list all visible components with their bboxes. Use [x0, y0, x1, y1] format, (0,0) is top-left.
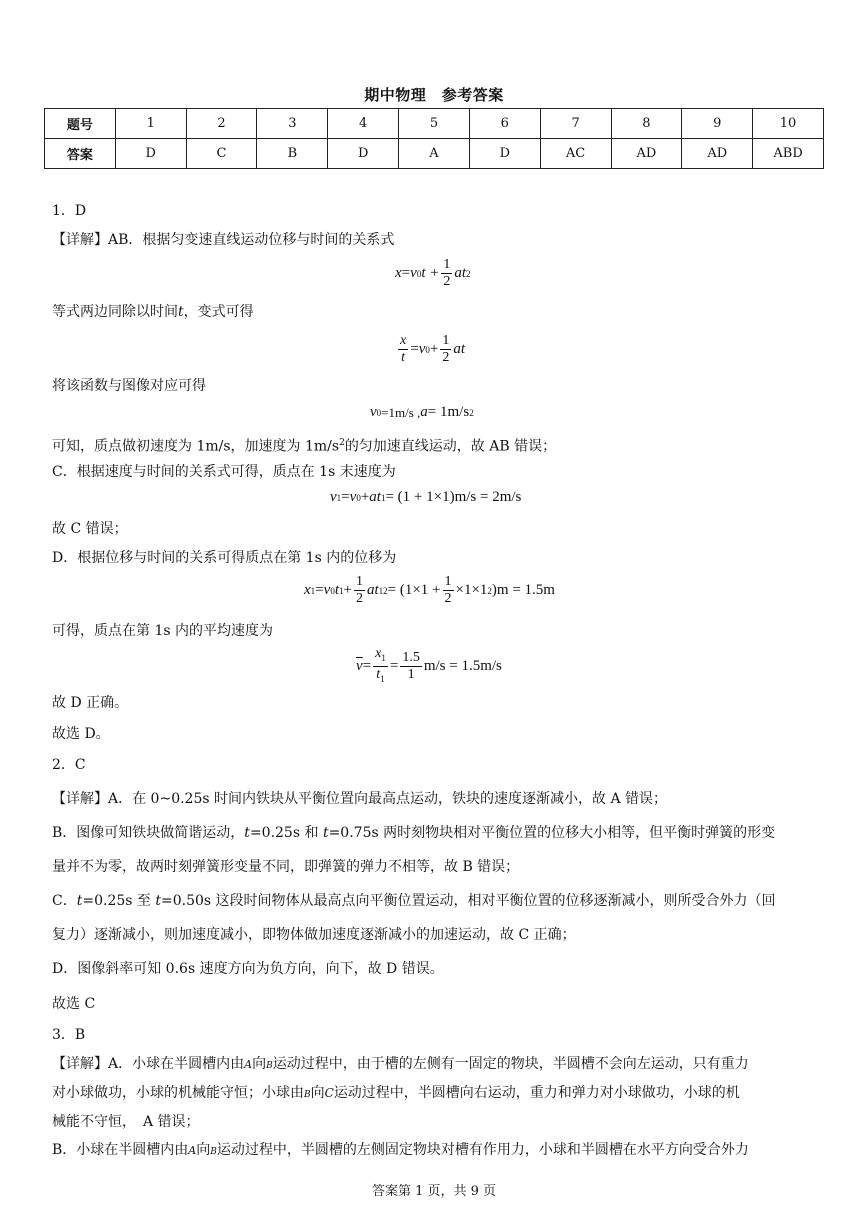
table-cell: AD — [682, 139, 753, 169]
q2-heading: 2．C — [52, 757, 86, 773]
q2-line-5: 复力）逐渐减小，则加速度减小，即物体做加速度逐渐减小的加速运动，故 C 正确； — [52, 927, 576, 943]
q1-line-5: C．根据速度与时间的关系式可得，质点在 1s 末速度为 — [52, 464, 396, 480]
table-cell: ABD — [753, 139, 824, 169]
detail-tag: 【详解】 — [52, 232, 108, 248]
table-cell: D — [115, 139, 186, 169]
table-cell: D — [469, 139, 540, 169]
q1-line-7: D．根据位移与时间的关系可得质点在第 1s 内的位移为 — [52, 550, 397, 566]
q1-line-6: 故 C 错误； — [52, 521, 128, 537]
page-title: 期中物理 参考答案 — [364, 86, 504, 104]
q2-line-2: B．图像可知铁块做简谐运动，t=0.25s 和 t=0.75s 两时刻物块相对平衡位置的位移大小相等，但平衡时弹簧的形变 — [52, 825, 776, 841]
table-row-numbers — [45, 109, 824, 139]
table-cell: 6 — [469, 109, 540, 139]
table-cell: A — [399, 139, 470, 169]
q1-line-2: 等式两边同除以时间t，变式可得 — [52, 304, 254, 320]
table-cell: B — [257, 139, 328, 169]
q3-line-3: 械能不守恒， A 错误； — [52, 1114, 200, 1130]
table-row-answers — [45, 139, 824, 169]
q1-heading: 1．D — [52, 203, 87, 219]
table-cell: 7 — [540, 109, 611, 139]
formula-x1: x 1 = v 0 t 1 + $\frac{1}{2}$ a t 1 2 = (1×1 + $\frac{1}{2}$ ×1×1 2 )m = 1.5m — [304, 574, 555, 606]
table-cell: 8 — [611, 109, 682, 139]
q3-line-2: 对小球做功，小球的机械能守恒；小球由B向C运动过程中，半圆槽向右运动，重力和弹力对小球做功，小球的机 — [52, 1085, 740, 1101]
q1-line-1: 【详解】AB．根据匀变速直线运动位移与时间的关系式 — [52, 232, 395, 248]
table-cell: D — [328, 139, 399, 169]
formula-v0-a: v 0 =1m/s , a = 1m/s 2 — [370, 404, 474, 420]
q1-line-4: 可知，质点做初速度为 1m/s，加速度为 $1m/s^2$的匀加速直线运动，故 AB 错误； — [52, 438, 557, 455]
table-cell: 3 — [257, 109, 328, 139]
formula-avg-v: $\overline{v}$ = $\frac{x_1}{t_1}$ = $\frac{1.5}{1}$ m/s = 1.5m/s — [356, 646, 502, 684]
table-cell: 2 — [186, 109, 257, 139]
table-cell: 10 — [753, 109, 824, 139]
answer-table — [44, 108, 824, 169]
table-cell: AD — [611, 139, 682, 169]
q1-line-10: 故选 D。 — [52, 726, 110, 742]
table-cell: C — [186, 139, 257, 169]
q2-line-1: 【详解】A．在 0~0.25s 时间内铁块从平衡位置向最高点运动，铁块的速度逐渐减小，故 A 错误； — [52, 791, 668, 807]
q2-line-3: 量并不为零，故两时刻弹簧形变量不同，即弹簧的弹力不相等，故 B 错误； — [52, 859, 520, 875]
q2-line-4: C．t=0.25s 至 t=0.50s 这段时间物体从最高点向平衡位置运动，相对平衡位置的位移逐渐减小，则所受合外力（回 — [52, 893, 776, 909]
page-footer: 答案第 1 页，共 9 页 — [371, 1184, 497, 1199]
table-header-cell: 答案 — [45, 139, 116, 169]
q2-line-6: D．图像斜率可知 0.6s 速度方向为负方向，向下，故 D 错误。 — [52, 961, 444, 977]
formula-v1: v 1 = v 0 + a t 1 = (1 + 1×1)m/s = 2m/s — [330, 489, 522, 505]
q3-heading: 3．B — [52, 1027, 86, 1043]
q3-line-1: 【详解】A．小球在半圆槽内由A向B运动过程中，由于槽的左侧有一固定的物块，半圆槽不会向左运动，只有重力 — [52, 1056, 749, 1072]
table-header-cell: 题号 — [45, 109, 116, 139]
q3-line-4: B．小球在半圆槽内由A向B运动过程中，半圆槽的左侧固定物块对槽有作用力，小球和半圆槽在水平方向受合外力 — [52, 1142, 749, 1158]
q2-line-7: 故选 C — [52, 996, 96, 1012]
formula-x-over-t: $\frac{x}{t}$ = v 0 + $\frac{1}{2}$ at — [400, 333, 465, 365]
table-cell: 1 — [115, 109, 186, 139]
q1-line-9: 故 D 正确。 — [52, 695, 129, 711]
table-cell: 9 — [682, 109, 753, 139]
q1-line-3: 将该函数与图像对应可得 — [52, 378, 206, 394]
table-cell: AC — [540, 139, 611, 169]
table-cell: 5 — [399, 109, 470, 139]
table-cell: 4 — [328, 109, 399, 139]
q1-line-8: 可得，质点在第 1s 内的平均速度为 — [52, 623, 273, 639]
formula-x-vt: x = v 0 t + $\frac{1}{2}$ at 2 — [395, 257, 471, 289]
